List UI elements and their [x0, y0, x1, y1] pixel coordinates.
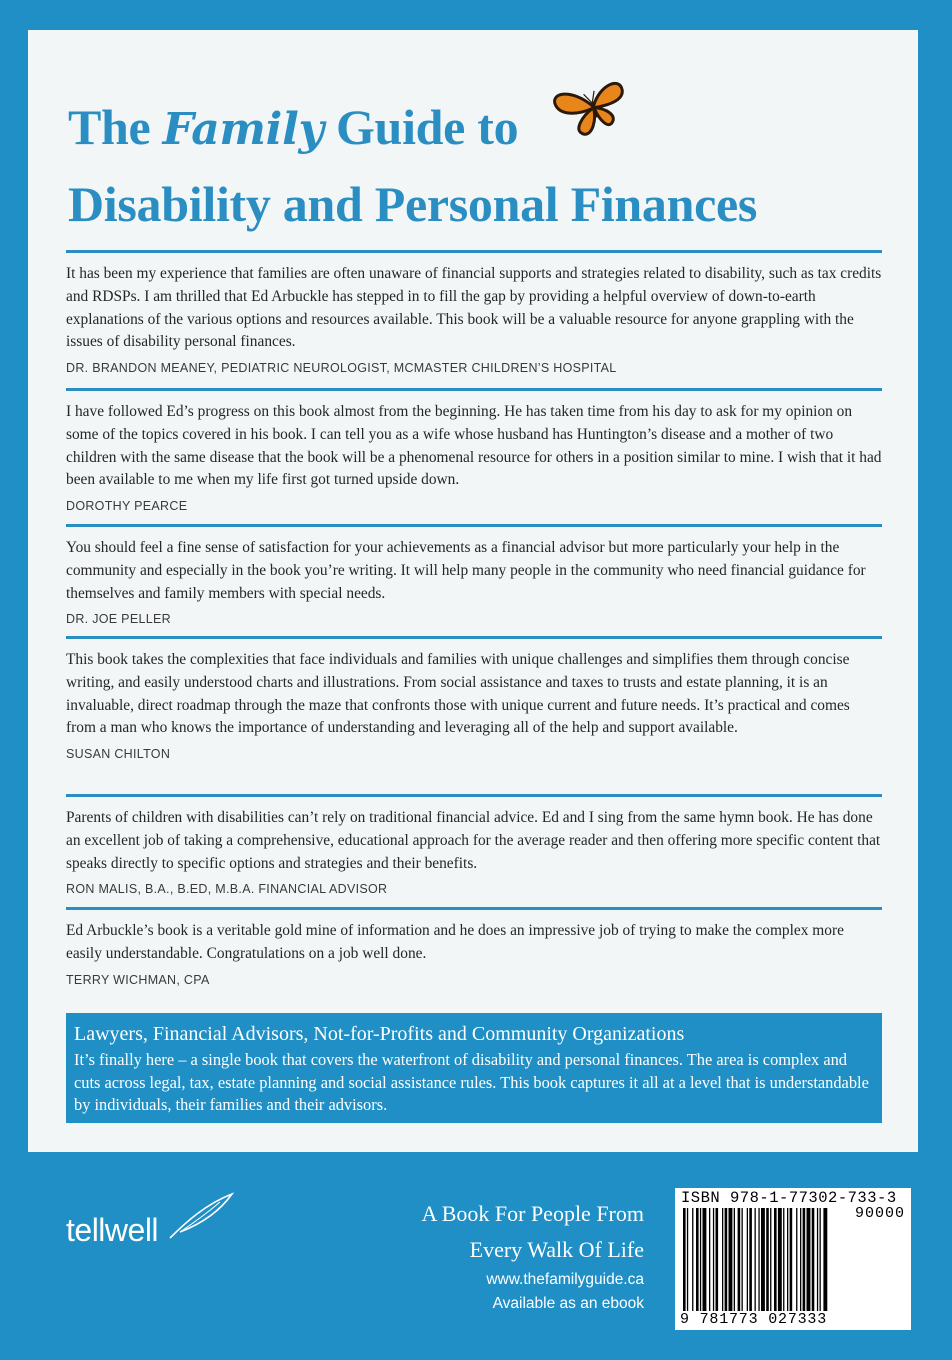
testimonial-text: I have followed Ed’s progress on this book almost from the beginning. He has taken time from his day to ask for my opinion on some of the topics covered in his book. I can tell you as a wife whose husband has Huntington’s disease and a mother of two children with the same disease that the book will be a phenomenal resource for others in a position similar to mine. I wish that it had been available to me when my life first got turned upside down.: [66, 403, 882, 489]
ebook-note: Available as an ebook: [492, 1295, 644, 1312]
callout-heading: Lawyers, Financial Advisors, Not-for-Profits and Community Organizations: [74, 1023, 685, 1045]
testimonial-3: [66, 524, 882, 626]
testimonial-2: [66, 388, 882, 513]
butterfly-icon: [548, 72, 638, 142]
isbn-barcode: [675, 1188, 911, 1330]
barcode-bar: [766, 1208, 769, 1312]
title-line2: Disability and Personal Finances: [68, 176, 758, 232]
book-title: [68, 90, 757, 241]
publisher-logo: [66, 1212, 158, 1249]
barcode-bar: [687, 1208, 688, 1312]
barcode-bar: [800, 1208, 801, 1312]
price-addon: 90000: [854, 1205, 905, 1222]
testimonial-attribution: DOROTHY PEARCE: [66, 499, 188, 514]
barcode-bar: [700, 1208, 701, 1312]
testimonial-text: This book takes the complexities that face individuals and families with unique challenges and simplifies them through concise writing, and easily understood charts and illustrations. From social assistance and taxes to trusts and estate planning, it is an invaluable, direct roadmap through the maze that confronts those with unique current and future needs. It’s practical and comes from a man who knows the importance of understanding and leveraging all of the help and support available.: [66, 651, 850, 737]
publisher-name: tellwell: [66, 1212, 159, 1248]
testimonial-attribution: DR. BRANDON MEANEY, PEDIATRIC NEUROLOGIST, MCMASTER CHILDREN’S HOSPITAL: [66, 361, 617, 376]
title-the: The: [68, 99, 151, 155]
barcode-bar: [749, 1208, 752, 1312]
barcode-bar: [683, 1208, 686, 1312]
cover-panel: [28, 30, 918, 1152]
barcode-bar: [790, 1208, 793, 1312]
barcode-bar: [783, 1208, 784, 1312]
barcode-bar: [820, 1208, 821, 1312]
testimonial-attribution: DR. JOE PELLER: [66, 612, 171, 627]
barcode-bar: [703, 1208, 707, 1312]
barcode-bars: [683, 1208, 905, 1312]
barcode-bar: [722, 1208, 723, 1312]
audience-callout: [66, 1013, 882, 1123]
barcode-bar: [803, 1208, 806, 1312]
barcode-bar: [725, 1208, 728, 1312]
testimonial-4: [66, 636, 882, 761]
website-link[interactable]: www.thefamilyguide.ca: [486, 1271, 644, 1288]
title-guide-to: Guide to: [335, 99, 519, 155]
testimonial-attribution: SUSAN CHILTON: [66, 747, 171, 762]
barcode-bar: [747, 1208, 748, 1312]
barcode-bar: [729, 1208, 733, 1312]
barcode-bar: [817, 1208, 818, 1312]
barcode-bar: [755, 1208, 756, 1312]
barcode-bar: [778, 1208, 782, 1312]
barcode-bar: [812, 1208, 815, 1312]
barcode-bar: [787, 1208, 788, 1312]
barcode-bar: [696, 1208, 699, 1312]
testimonial-5: [66, 794, 882, 896]
testimonial-text: Parents of children with disabilities can’t rely on traditional financial advice. Ed and I sing from the same hymn book. He has done an excellent job of taking a comprehensive, educational approach for the average reader and then offering more specific content that speaks directly to specific options and strategies and their benefits.: [66, 809, 881, 872]
barcode-bar: [713, 1208, 714, 1312]
testimonial-attribution: RON MALIS, B.A., B.ED, M.B.A. FINANCIAL ADVISOR: [66, 882, 388, 897]
testimonial-text: Ed Arbuckle’s book is a veritable gold mine of information and he does an impressive job of trying to make the complex more easily understandable. Congratulations on a job well done.: [66, 922, 844, 962]
tagline-block: [422, 1196, 644, 1316]
testimonial-text: You should feel a fine sense of satisfaction for your achievements as a financial advisor but more particularly your help in the community and especially in the book you’re writing. It will help many people in the community who need financial guidance for themselves and family members with special needs.: [66, 539, 866, 602]
barcode-bar: [761, 1208, 765, 1312]
title-family: Family: [162, 104, 324, 155]
barcode-bar: [770, 1208, 771, 1312]
barcode-bar: [692, 1208, 693, 1312]
barcode-bar: [796, 1208, 797, 1312]
barcode-bar: [709, 1208, 710, 1312]
barcode-bar: [734, 1208, 735, 1312]
testimonial-6: [66, 907, 882, 987]
barcode-bar: [823, 1208, 827, 1312]
barcode-digits: 9 781773 027333: [680, 1311, 828, 1328]
callout-body: It’s finally here – a single book that covers the waterfront of disability and personal finances. The area is complex and cuts across legal, tax, estate planning and social assistance rules. This book captures it all at a level that is understandable by individuals, their families and their advisors.: [74, 1050, 869, 1114]
testimonial-1: [66, 250, 882, 375]
barcode-bar: [716, 1208, 719, 1312]
testimonial-text: It has been my experience that families are often unaware of financial supports and strategies related to disability, such as tax credits and RDSPs. I am thrilled that Ed Arbuckle has stepped in to fill the gap by providing a helpful overview of down-to-earth explanations of the various options and resources available. This book will be a valuable resource for anyone grappling with the issues of disability personal finances.: [66, 265, 882, 351]
tagline-line1: A Book For People From: [421, 1201, 644, 1226]
barcode-bar: [774, 1208, 777, 1312]
tagline-line2: Every Walk Of Life: [469, 1237, 644, 1262]
isbn-text: ISBN 978-1-77302-733-3: [681, 1189, 897, 1207]
barcode-bar: [758, 1208, 759, 1312]
barcode-bar: [738, 1208, 741, 1312]
barcode-bar: [742, 1208, 743, 1312]
testimonial-attribution: TERRY WICHMAN, CPA: [66, 972, 210, 987]
quill-icon: [166, 1192, 236, 1242]
barcode-bar: [807, 1208, 811, 1312]
